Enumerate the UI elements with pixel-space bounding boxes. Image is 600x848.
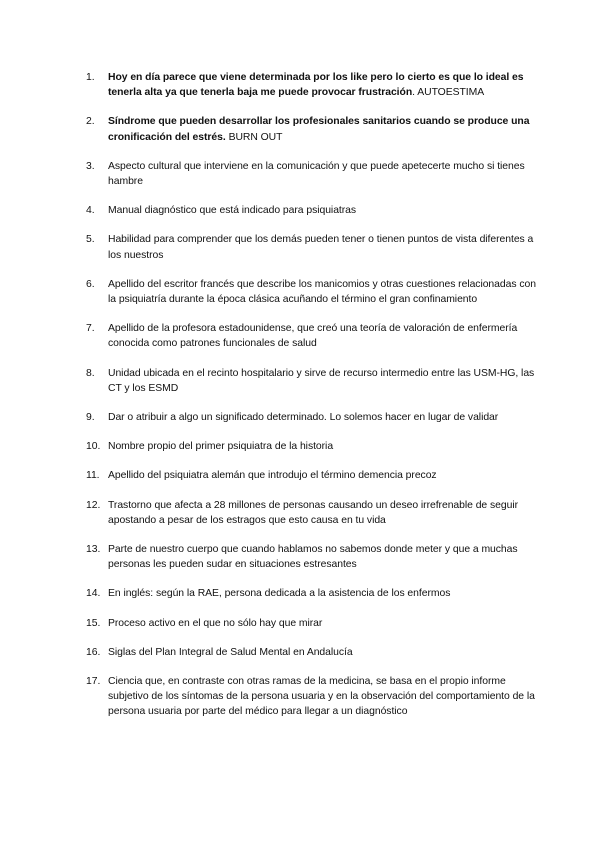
- question-number: 7.: [86, 323, 95, 335]
- question-number: 17.: [86, 676, 101, 688]
- question-item: [86, 468, 536, 483]
- question-item: [86, 439, 536, 454]
- question-number: 9.: [86, 412, 95, 424]
- question-text: Unidad ubicada en el recinto hospitalario y sirve de recurso intermedio entre las USM-HG, las CT y los ESMD: [108, 367, 535, 394]
- question-text: Manual diagnóstico que está indicado para psiquiatras: [108, 205, 357, 217]
- question-number: 15.: [86, 617, 101, 629]
- question-number: 3.: [86, 160, 95, 172]
- question-text: Proceso activo en el que no sólo hay que mirar: [108, 617, 323, 629]
- question-item: [86, 410, 536, 425]
- question-number: 12.: [86, 499, 101, 511]
- question-number: 5.: [86, 234, 95, 246]
- question-text: Apellido de la profesora estadounidense, que creó una teoría de valoración de enfermería conocida como patrones funcionales de salud: [108, 323, 518, 350]
- question-text: Dar o atribuir a algo un significado determinado. Lo solemos hacer en lugar de validar: [108, 412, 499, 424]
- question-number: 1.: [86, 72, 95, 83]
- question-text: Apellido del escritor francés que describe los manicomios y otras cuestiones relacionadas con la psiquiatría durante la época clásica acuñando el término el gran confinamiento: [108, 278, 536, 306]
- question-number: 10.: [86, 441, 101, 453]
- question-number: 4.: [86, 205, 95, 217]
- question-text: Apellido del psiquiatra alemán que introdujo el término demencia precoz: [108, 470, 437, 482]
- question-item: [86, 498, 536, 528]
- question-number: 13.: [86, 544, 101, 556]
- question-number: 14.: [86, 588, 101, 600]
- question-item: [86, 232, 536, 262]
- question-item: [86, 321, 536, 351]
- question-number: 6.: [86, 278, 95, 290]
- question-item: [86, 586, 536, 601]
- question-number: 8.: [86, 367, 95, 379]
- question-item: [86, 203, 536, 218]
- question-text: .: [412, 87, 415, 99]
- question-item: [86, 616, 536, 631]
- question-item: [86, 114, 536, 144]
- question-item: [86, 159, 536, 189]
- question-answer: AUTOESTIMA: [417, 87, 485, 99]
- question-text: Siglas del Plan Integral de Salud Mental en Andalucía: [108, 646, 353, 658]
- question-text-bold: Síndrome que pueden desarrollar los profesionales sanitarios cuando se produce una cronificación del estrés.: [108, 116, 530, 143]
- question-item: [86, 674, 536, 720]
- question-text-bold: Hoy en día parece que viene determinada por los like pero lo cierto es que lo ideal es tenerla alta ya que tenerla baja me puede provocar frustración: [108, 72, 524, 99]
- question-answer: BURN OUT: [228, 131, 283, 143]
- question-item: [86, 277, 536, 307]
- question-text: Aspecto cultural que interviene en la comunicación y que puede apetecerte mucho si tienes hambre: [108, 160, 525, 188]
- question-text: Trastorno que afecta a 28 millones de personas causando un deseo irrefrenable de seguir apostando a pesar de los estragos que esto causa en tu vida: [108, 499, 518, 526]
- question-text: Ciencia que, en contraste con otras ramas de la medicina, se basa en el propio informe subjetivo de los síntomas de la persona usuaria y en la observación del comportamiento de la persona usuaria por parte del médico para llegar a un diagnóstico: [108, 676, 535, 718]
- question-text: Nombre propio del primer psiquiatra de la historia: [108, 441, 334, 453]
- question-number: 11.: [86, 470, 100, 482]
- question-item: [86, 542, 536, 572]
- question-item: [86, 366, 536, 396]
- question-number: 16.: [86, 646, 101, 658]
- question-text: Habilidad para comprender que los demás pueden tener o tienen puntos de vista diferentes a los nuestros: [108, 234, 534, 261]
- question-text: En inglés: según la RAE, persona dedicada a la asistencia de los enfermos: [108, 588, 451, 600]
- question-item: [86, 645, 536, 660]
- question-text: Parte de nuestro cuerpo que cuando hablamos no sabemos donde meter y que a muchas personas les pueden sudar en situaciones estresantes: [108, 544, 518, 571]
- question-number: 2.: [86, 116, 95, 128]
- question-list: [86, 70, 536, 734]
- question-item: [86, 70, 536, 100]
